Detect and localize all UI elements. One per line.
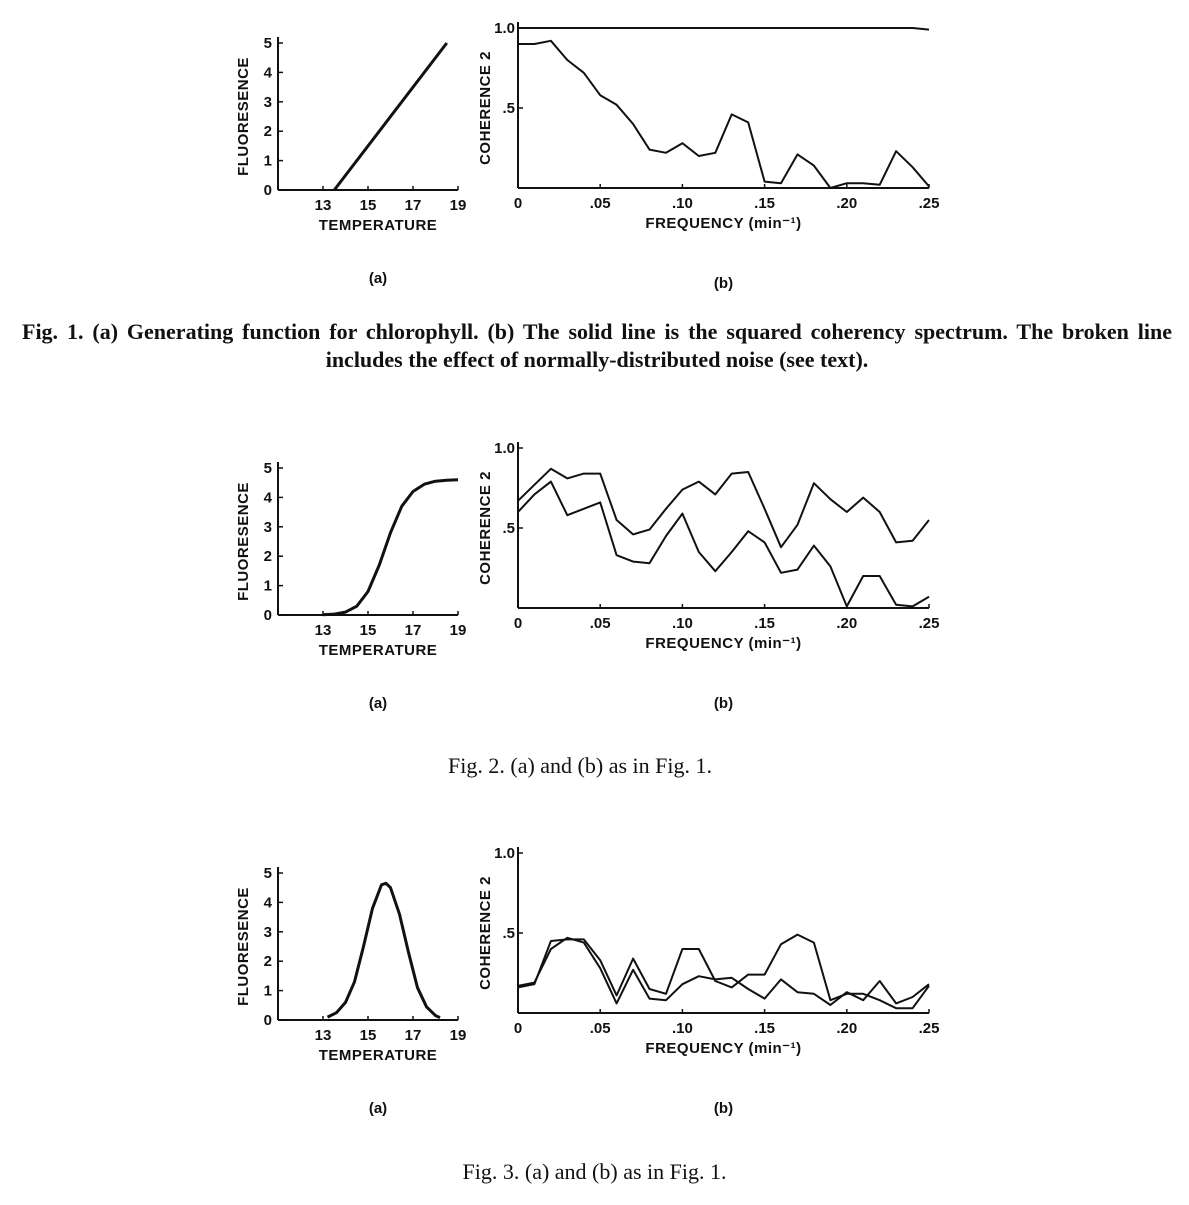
y-tick-label: 0: [263, 182, 272, 199]
y-tick-label: 0: [263, 607, 272, 624]
panel-label: (b): [713, 1100, 734, 1117]
series-line-2: [518, 41, 929, 188]
x-tick-label: .20: [836, 615, 858, 632]
y-tick-label: 1: [263, 577, 272, 595]
x-axis-label: TEMPERATURE: [318, 642, 438, 659]
y-tick-label: 2: [263, 548, 272, 566]
x-tick-label: 17: [404, 197, 422, 214]
y-axis-label: FLUORESENCE: [235, 57, 252, 176]
series-line-1: [518, 28, 929, 30]
y-axis-label: COHERENCE 2: [477, 471, 494, 585]
x-axis-label: TEMPERATURE: [318, 217, 438, 234]
series-line-1: [334, 43, 447, 190]
x-tick-label: .05: [589, 195, 611, 212]
y-tick-label: 4: [263, 489, 272, 507]
y-tick-label: 3: [263, 93, 272, 111]
x-tick-label: 0: [513, 195, 523, 212]
y-tick-label: 5: [263, 35, 272, 52]
figure-2-caption: Fig. 2. (a) and (b) as in Fig. 1.: [448, 753, 712, 778]
y-tick-label: .5: [502, 100, 515, 117]
x-tick-label: 17: [404, 1027, 422, 1044]
x-axis-label: FREQUENCY (min⁻¹): [645, 1040, 802, 1057]
y-axis-label: FLUORESENCE: [235, 482, 252, 601]
y-tick-label: 3: [263, 923, 272, 941]
y-tick-label: 5: [263, 865, 272, 882]
figure-3-panel-a: [230, 855, 500, 1125]
y-tick-label: 1.0: [494, 20, 515, 37]
x-tick-label: 15: [359, 197, 377, 214]
x-tick-label: .15: [754, 195, 776, 212]
y-tick-label: 2: [263, 953, 272, 971]
figure-1-panel-b: [470, 15, 950, 300]
panel-label: (a): [368, 270, 388, 287]
x-tick-label: .25: [918, 1020, 940, 1037]
series-line-1: [328, 883, 441, 1017]
figure-2-panel-a: [230, 445, 490, 720]
x-tick-label: .20: [836, 1020, 858, 1037]
x-tick-label: .05: [589, 1020, 611, 1037]
y-tick-label: 4: [263, 894, 272, 912]
x-tick-label: .15: [754, 615, 776, 632]
panel-label: (b): [713, 275, 734, 292]
x-tick-label: 15: [359, 1027, 377, 1044]
series-line-2: [518, 938, 929, 1005]
y-tick-label: 2: [263, 123, 272, 141]
series-line-1: [323, 480, 458, 615]
x-tick-label: .10: [671, 615, 693, 632]
x-tick-label: 19: [449, 1027, 467, 1044]
figure-3-caption: Fig. 3. (a) and (b) as in Fig. 1.: [462, 1159, 727, 1184]
y-tick-label: 0: [263, 1012, 272, 1029]
x-tick-label: 19: [449, 197, 467, 214]
x-tick-label: 13: [314, 1027, 332, 1044]
panel-label: (a): [368, 695, 388, 712]
x-tick-label: .05: [589, 615, 611, 632]
x-tick-label: .20: [836, 195, 858, 212]
y-axis-label: COHERENCE 2: [477, 876, 494, 990]
y-tick-label: 1: [263, 152, 272, 170]
x-axis-label: FREQUENCY (min⁻¹): [645, 215, 802, 232]
y-axis-label: COHERENCE 2: [477, 51, 494, 165]
x-tick-label: .25: [918, 615, 940, 632]
x-tick-label: 13: [314, 197, 332, 214]
y-tick-label: 5: [263, 460, 272, 477]
x-tick-label: .25: [918, 195, 940, 212]
x-tick-label: 15: [359, 622, 377, 639]
panel-label: (a): [368, 1100, 388, 1117]
x-tick-label: 0: [513, 1020, 523, 1037]
x-tick-label: 13: [314, 622, 332, 639]
series-line-1: [518, 935, 929, 1009]
y-tick-label: 4: [263, 64, 272, 82]
figure-1-caption: Fig. 1. (a) Generating function for chlorophyll. (b) The solid line is the squared coherency spectrum. The broken line includes the effect of normally-distributed noise (see text).: [22, 319, 1172, 372]
x-axis-label: TEMPERATURE: [318, 1047, 438, 1064]
y-tick-label: .5: [502, 925, 515, 942]
y-tick-label: 1: [263, 982, 272, 1000]
panel-label: (b): [713, 695, 734, 712]
y-tick-label: 3: [263, 518, 272, 536]
figure-2-panel-b: [470, 430, 950, 720]
x-tick-label: .15: [754, 1020, 776, 1037]
x-tick-label: .10: [671, 195, 693, 212]
x-tick-label: 0: [513, 615, 523, 632]
y-tick-label: 1.0: [494, 440, 515, 457]
y-tick-label: .5: [502, 520, 515, 537]
y-tick-label: 1.0: [494, 845, 515, 862]
x-tick-label: .10: [671, 1020, 693, 1037]
series-line-1: [518, 469, 929, 547]
x-tick-label: 17: [404, 622, 422, 639]
x-tick-label: 19: [449, 622, 467, 639]
figure-3-panel-b: [470, 840, 950, 1125]
figure-1-panel-a: [230, 25, 490, 295]
x-axis-label: FREQUENCY (min⁻¹): [645, 635, 802, 652]
y-axis-label: FLUORESENCE: [235, 887, 252, 1006]
